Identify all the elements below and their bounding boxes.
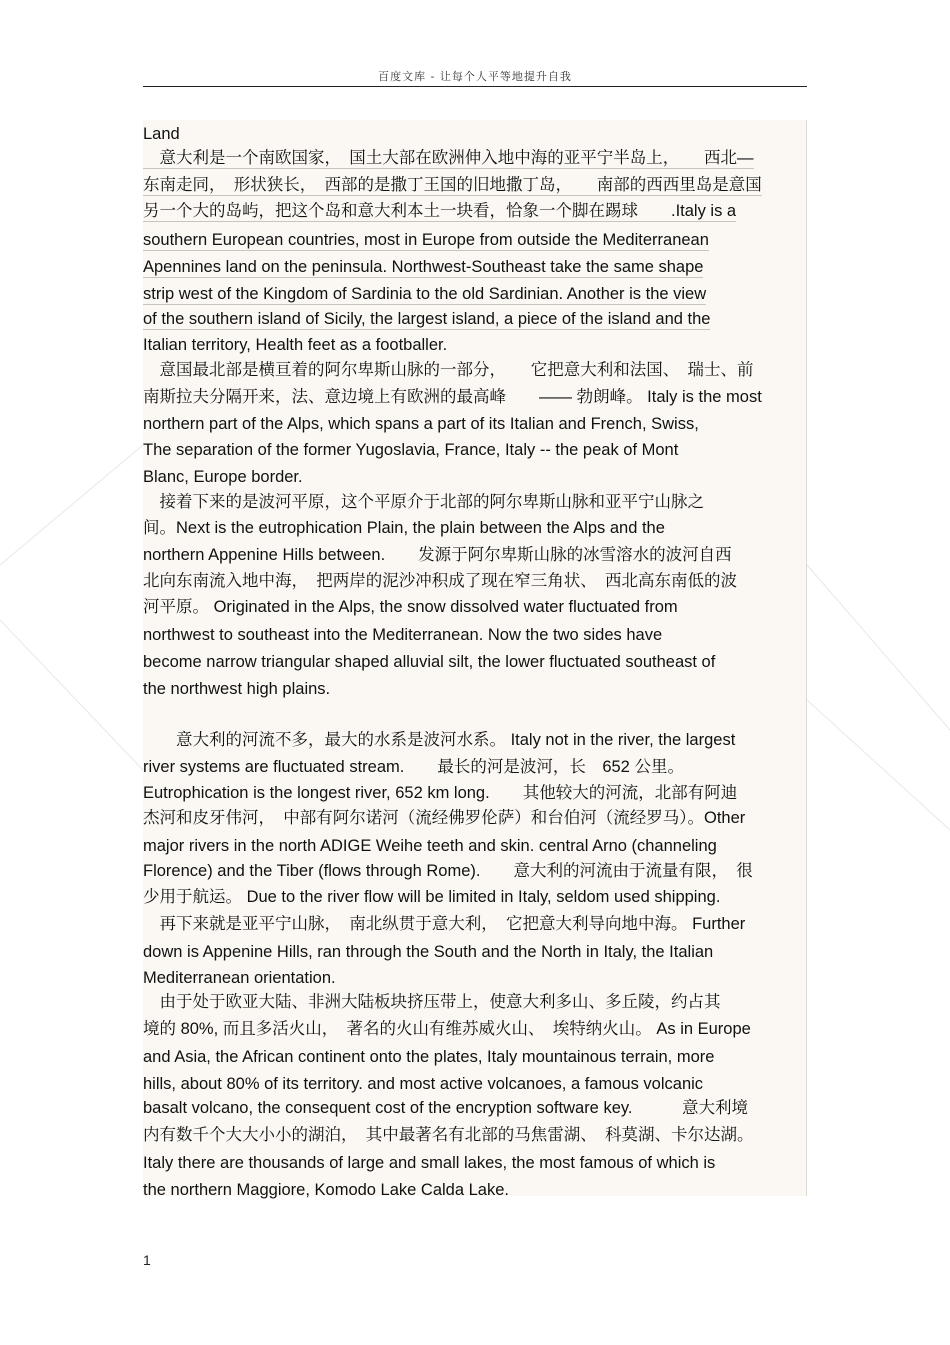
text-line: northern part of the Alps, which spans a part of its Italian and French, Swiss, xyxy=(143,415,699,433)
text-line: river systems are fluctuated stream. 最长的河是波河，长 652 公里。 xyxy=(143,758,684,776)
text-line: the northern Maggiore, Komodo Lake Calda Lake. xyxy=(143,1181,509,1199)
text-line: 另一个大的岛屿，把这个岛和意大利本土一块看，恰象一个脚在踢球 .Italy is a xyxy=(143,202,737,220)
text-line: become narrow triangular shaped alluvial silt, the lower fluctuated southeast of xyxy=(143,653,716,671)
text-line: major rivers in the north ADIGE Weihe teeth and skin. central Arno (channeling xyxy=(143,837,717,855)
text-line: Land xyxy=(143,125,180,143)
text-line: Apennines land on the peninsula. Northwest-Southeast take the same shape xyxy=(143,258,704,276)
text-line: basalt volcano, the consequent cost of the encryption software key. 意大利境 xyxy=(143,1099,748,1117)
text-line: 河平原。 Originated in the Alps, the snow dissolved water fluctuated from xyxy=(143,598,678,616)
text-line: The separation of the former Yugoslavia, France, Italy -- the peak of Mont xyxy=(143,441,679,459)
page-header: 百度文库 - 让每个人平等地提升自我 xyxy=(378,70,572,83)
text-line: Florence) and the Tiber (flows through Rome). 意大利的河流由于流量有限， 很 xyxy=(143,862,753,880)
text-line: Eutrophication is the longest river, 652 km long. 其他较大的河流，北部有阿迪 xyxy=(143,784,738,802)
text-line: 境的 80%, 而且多活火山， 著名的火山有维苏威火山、 埃特纳火山。 As in Europe xyxy=(143,1020,751,1038)
text-line: northwest to southeast into the Mediterranean. Now the two sides have xyxy=(143,626,663,644)
text-line: 接着下来的是波河平原，这个平原介于北部的阿尔卑斯山脉和亚平宁山脉之 xyxy=(143,493,704,511)
text-line: southern European countries, most in Europe from outside the Mediterranean xyxy=(143,231,709,249)
text-line: Italy there are thousands of large and small lakes, the most famous of which is xyxy=(143,1154,716,1172)
text-line: 东南走同， 形状狭长， 西部的是撒丁王国的旧地撒丁岛， 南部的西西里岛是意国 xyxy=(143,176,762,194)
text-line: the northwest high plains. xyxy=(143,680,331,698)
text-line: and Asia, the African continent onto the plates, Italy mountainous terrain, more xyxy=(143,1048,715,1066)
text-line: 杰河和皮牙伟河， 中部有阿尔诺河（流经佛罗伦萨）和台伯河（流经罗马）。Other xyxy=(143,809,746,827)
text-line: 南斯拉夫分隔开来，法、意边境上有欧洲的最高峰 —— 勃朗峰。 Italy is the most xyxy=(143,388,762,406)
text-line: strip west of the Kingdom of Sardinia to the old Sardinian. Another is the view xyxy=(143,285,707,303)
text-line: 间。Next is the eutrophication Plain, the plain between the Alps and the xyxy=(143,519,665,537)
text-line: 内有数千个大大小小的湖泊， 其中最著名有北部的马焦雷湖、 科莫湖、卡尔达湖。 xyxy=(143,1126,754,1144)
text-line: 少用于航运。 Due to the river flow will be limited in Italy, seldom used shipping. xyxy=(143,888,721,906)
text-line: down is Appenine Hills, ran through the South and the North in Italy, the Italian xyxy=(143,943,714,961)
text-line: Mediterranean orientation. xyxy=(143,969,336,987)
text-line: 意大利的河流不多，最大的水系是波河水系。 Italy not in the river, the largest xyxy=(143,731,736,749)
text-line: 由于处于欧亚大陆、非洲大陆板块挤压带上，使意大利多山、多丘陵，约占其 xyxy=(143,993,721,1011)
text-line: hills, about 80% of its territory. and most active volcanoes, a famous volcanic xyxy=(143,1075,704,1093)
text-line: 意国最北部是横亘着的阿尔卑斯山脉的一部分， 它把意大利和法国、 瑞士、前 xyxy=(143,361,754,379)
text-line: 再下来就是亚平宁山脉， 南北纵贯于意大利， 它把意大利导向地中海。 Further xyxy=(143,915,746,933)
text-line: Italian territory, Health feet as a footballer. xyxy=(143,336,448,354)
text-line: 北向东南流入地中海， 把两岸的泥沙冲积成了现在窄三角状、 西北高东南低的波 xyxy=(143,572,737,590)
text-line: of the southern island of Sicily, the largest island, a piece of the island and the xyxy=(143,310,711,328)
text-line: Blanc, Europe border. xyxy=(143,468,303,486)
text-line: 意大利是一个南欧国家， 国土大部在欧洲伸入地中海的亚平宁半岛上， 西北— xyxy=(143,149,754,167)
text-line: northern Appenine Hills between. 发源于阿尔卑斯山脉的冰雪溶水的波河自西 xyxy=(143,546,732,564)
page-number: 1 xyxy=(143,1252,151,1268)
